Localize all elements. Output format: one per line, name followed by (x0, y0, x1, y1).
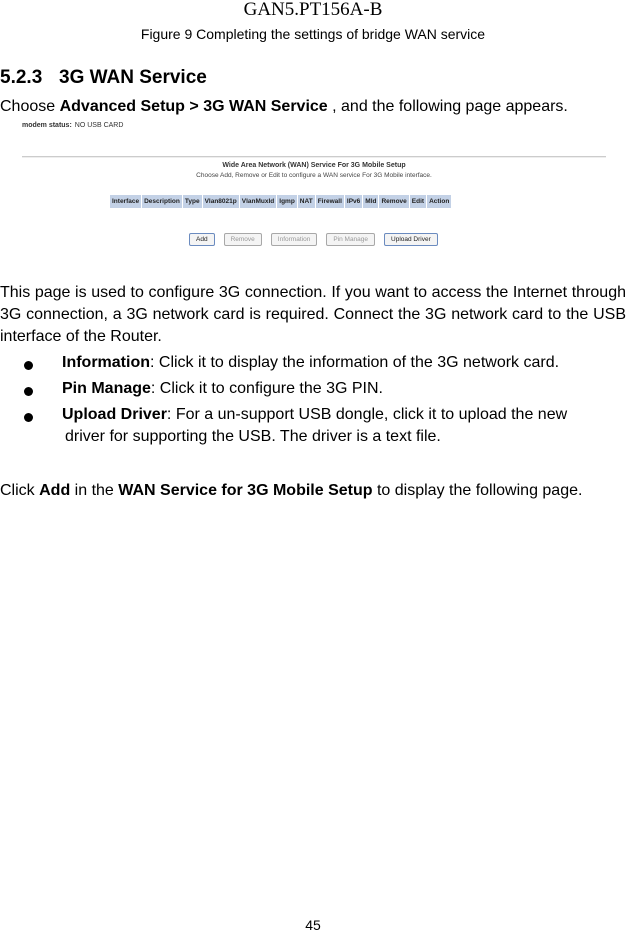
table-header-row (110, 195, 452, 209)
remove-button[interactable]: Remove (224, 233, 262, 246)
bullet-dot (24, 387, 33, 396)
intro-post: , and the following page appears. (327, 98, 568, 115)
embedded-screenshot (18, 116, 610, 254)
p2-service-name: WAN Service for 3G Mobile Setup (118, 482, 373, 499)
column-header: Description (142, 195, 183, 209)
divider (22, 156, 606, 158)
bullet-desc: : Click it to display the information of the 3G network card. (150, 354, 560, 371)
p2-pre: Click (0, 482, 40, 499)
column-header: IPv6 (344, 195, 362, 209)
upload-driver-button[interactable]: Upload Driver (384, 233, 438, 246)
modem-status-label: modem status: (22, 122, 72, 129)
screenshot-title: Wide Area Network (WAN) Service For 3G Mobile Setup (222, 162, 406, 169)
section-number: 5.2.3 (0, 67, 43, 88)
closing-paragraph (0, 482, 582, 500)
bullet-term: Pin Manage (62, 380, 151, 397)
bullet-continuation: driver for supporting the USB. The driver is a text file. (65, 428, 441, 445)
wan-service-table (109, 194, 452, 209)
column-header: Igmp (277, 195, 298, 209)
bullet-desc: : For a un-support USB dongle, click it to upload the new (166, 406, 568, 423)
description-paragraph: This page is used to configure 3G connection. If you want to access the Internet through 3G connection, a 3G network card is required. Connect the 3G network card to the USB interface of the Router. (0, 284, 626, 345)
section-heading (0, 67, 207, 89)
modem-status-value: NO USB CARD (74, 122, 124, 129)
add-button[interactable]: Add (189, 233, 215, 246)
section-title: 3G WAN Service (59, 67, 207, 88)
column-header: Vlan8021p (202, 195, 239, 209)
pin-manage-button[interactable]: Pin Manage (326, 233, 375, 246)
column-header: Remove (379, 195, 409, 209)
document-header: GAN5.PT156A-B (243, 0, 383, 20)
column-header: Mld (363, 195, 379, 209)
column-header: Edit (409, 195, 426, 209)
intro-menu-path: Advanced Setup > 3G WAN Service (59, 98, 328, 115)
column-header: NAT (297, 195, 315, 209)
intro-pre: Choose (0, 98, 60, 115)
bullet-term: Information (62, 354, 150, 371)
bullet-term: Upload Driver (62, 406, 167, 423)
button-row (189, 233, 438, 246)
p2-post: to display the following page. (372, 482, 583, 499)
intro-paragraph (0, 98, 568, 116)
column-header: VlanMuxId (239, 195, 277, 209)
figure-caption: Figure 9 Completing the settings of bridge WAN service (140, 26, 486, 42)
information-button[interactable]: Information (271, 233, 318, 246)
column-header: Action (427, 195, 452, 209)
page-number: 45 (305, 917, 321, 933)
p2-add: Add (39, 482, 71, 499)
bullet-dot (24, 413, 33, 422)
column-header: Type (182, 195, 202, 209)
p2-mid: in the (70, 482, 119, 499)
column-header: Firewall (315, 195, 344, 209)
bullet-dot (24, 361, 33, 370)
bullet-desc: : Click it to configure the 3G PIN. (150, 380, 383, 397)
column-header: Interface (110, 195, 142, 209)
screenshot-subtitle: Choose Add, Remove or Edit to configure a WAN service For 3G Mobile interface. (196, 172, 432, 179)
modem-status (22, 122, 123, 129)
